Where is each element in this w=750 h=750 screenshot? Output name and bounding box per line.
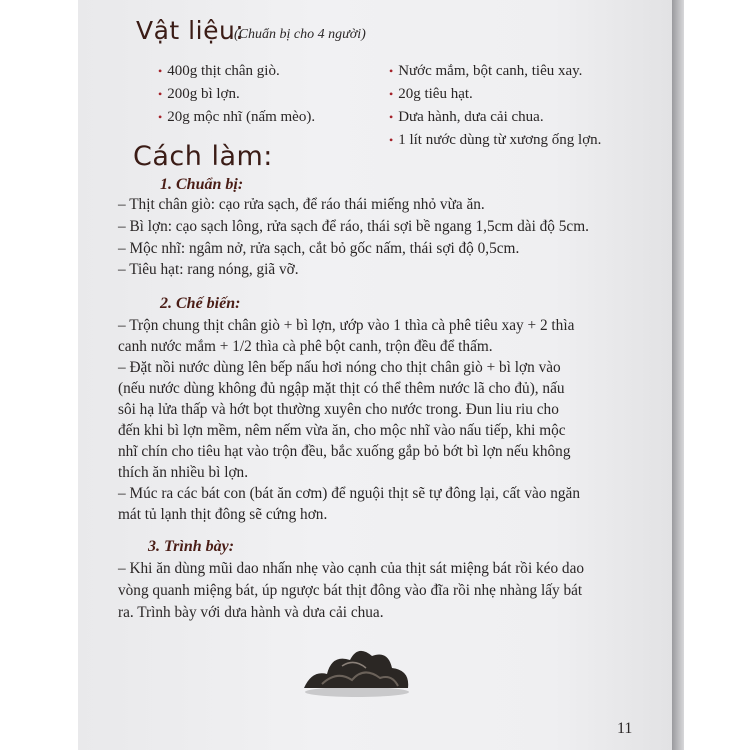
ingredient: • Dưa hành, dưa cải chua. bbox=[389, 109, 544, 125]
ingredient: • 200g bì lợn. bbox=[158, 86, 240, 102]
step-line: – Tiêu hạt: rang nóng, giã vỡ. bbox=[118, 261, 299, 278]
ingredient: • 20g mộc nhĩ (nấm mèo). bbox=[158, 109, 316, 125]
step-line: – Khi ăn dùng mũi dao nhấn nhẹ vào cạnh của thịt sát miệng bát rồi kéo dao bbox=[118, 560, 585, 577]
step2-title: 2. Chế biến: bbox=[160, 295, 241, 312]
step-line: ra. Trình bày với dưa hành và dưa cải chua. bbox=[118, 604, 384, 621]
materials-subtitle: (Chuẩn bị cho 4 người) bbox=[234, 27, 366, 42]
materials-title: Vật liệu: bbox=[136, 16, 245, 45]
page-edge bbox=[672, 0, 684, 750]
step-line: canh nước mắm + 1/2 thìa cà phê bột canh, trộn đều để thấm. bbox=[118, 338, 493, 355]
step-line: – Múc ra các bát con (bát ăn cơm) để nguội thịt sẽ tự đông lại, cất vào ngăn bbox=[118, 485, 580, 502]
step-line: – Trộn chung thịt chân giò + bì lợn, ướp vào 1 thìa cà phê tiêu xay + 2 thìa bbox=[118, 317, 575, 334]
ingredient: • 20g tiêu hạt. bbox=[389, 86, 473, 102]
step3-title: 3. Trình bày: bbox=[148, 538, 235, 555]
step-line: – Bì lợn: cạo sạch lông, rửa sạch để ráo, thái sợi bề ngang 1,5cm dài độ 5cm. bbox=[118, 218, 589, 235]
step-line: – Mộc nhĩ: ngâm nở, rửa sạch, cắt bỏ gốc nấm, thái sợi độ 0,5cm. bbox=[118, 240, 520, 257]
step-line: (nếu nước dùng không đủ ngập mặt thịt có thể thêm nước lã cho đủ), nấu bbox=[118, 380, 565, 397]
ingredient: • Nước mắm, bột canh, tiêu xay. bbox=[389, 63, 583, 79]
step-line: mát tủ lạnh thịt đông sẽ cứng hơn. bbox=[118, 506, 328, 523]
step-line: thích ăn nhiều bì lợn. bbox=[118, 464, 249, 481]
step1-title: 1. Chuẩn bị: bbox=[160, 176, 244, 193]
ingredient: • 1 lít nước dùng từ xương ống lợn. bbox=[389, 132, 602, 148]
step-line: – Đặt nồi nước dùng lên bếp nấu hơi nóng cho thịt chân giò + bì lợn vào bbox=[118, 359, 561, 376]
ingredient: • 400g thịt chân giò. bbox=[158, 63, 280, 79]
step-line: vòng quanh miệng bát, úp ngược bát thịt đông vào đĩa rồi nhẹ nhàng lấy bát bbox=[118, 582, 583, 599]
page-number: 11 bbox=[617, 720, 633, 737]
step-line: sôi hạ lửa thấp và hớt bọt thường xuyên cho nước trong. Đun liu riu cho bbox=[118, 401, 559, 418]
step-line: nhĩ chín cho tiêu hạt vào trộn đều, bắc xuống gắp bỏ bớt bì lợn nếu không bbox=[118, 443, 571, 460]
wood-ear-mushroom-image bbox=[292, 640, 422, 698]
step-line: – Thịt chân giò: cạo rửa sạch, để ráo thái miếng nhỏ vừa ăn. bbox=[118, 196, 485, 213]
step-line: đến khi bì lợn mềm, nêm nếm vừa ăn, cho mộc nhĩ vào nấu tiếp, khi mộc bbox=[118, 422, 566, 439]
method-title: Cách làm: bbox=[133, 141, 273, 172]
